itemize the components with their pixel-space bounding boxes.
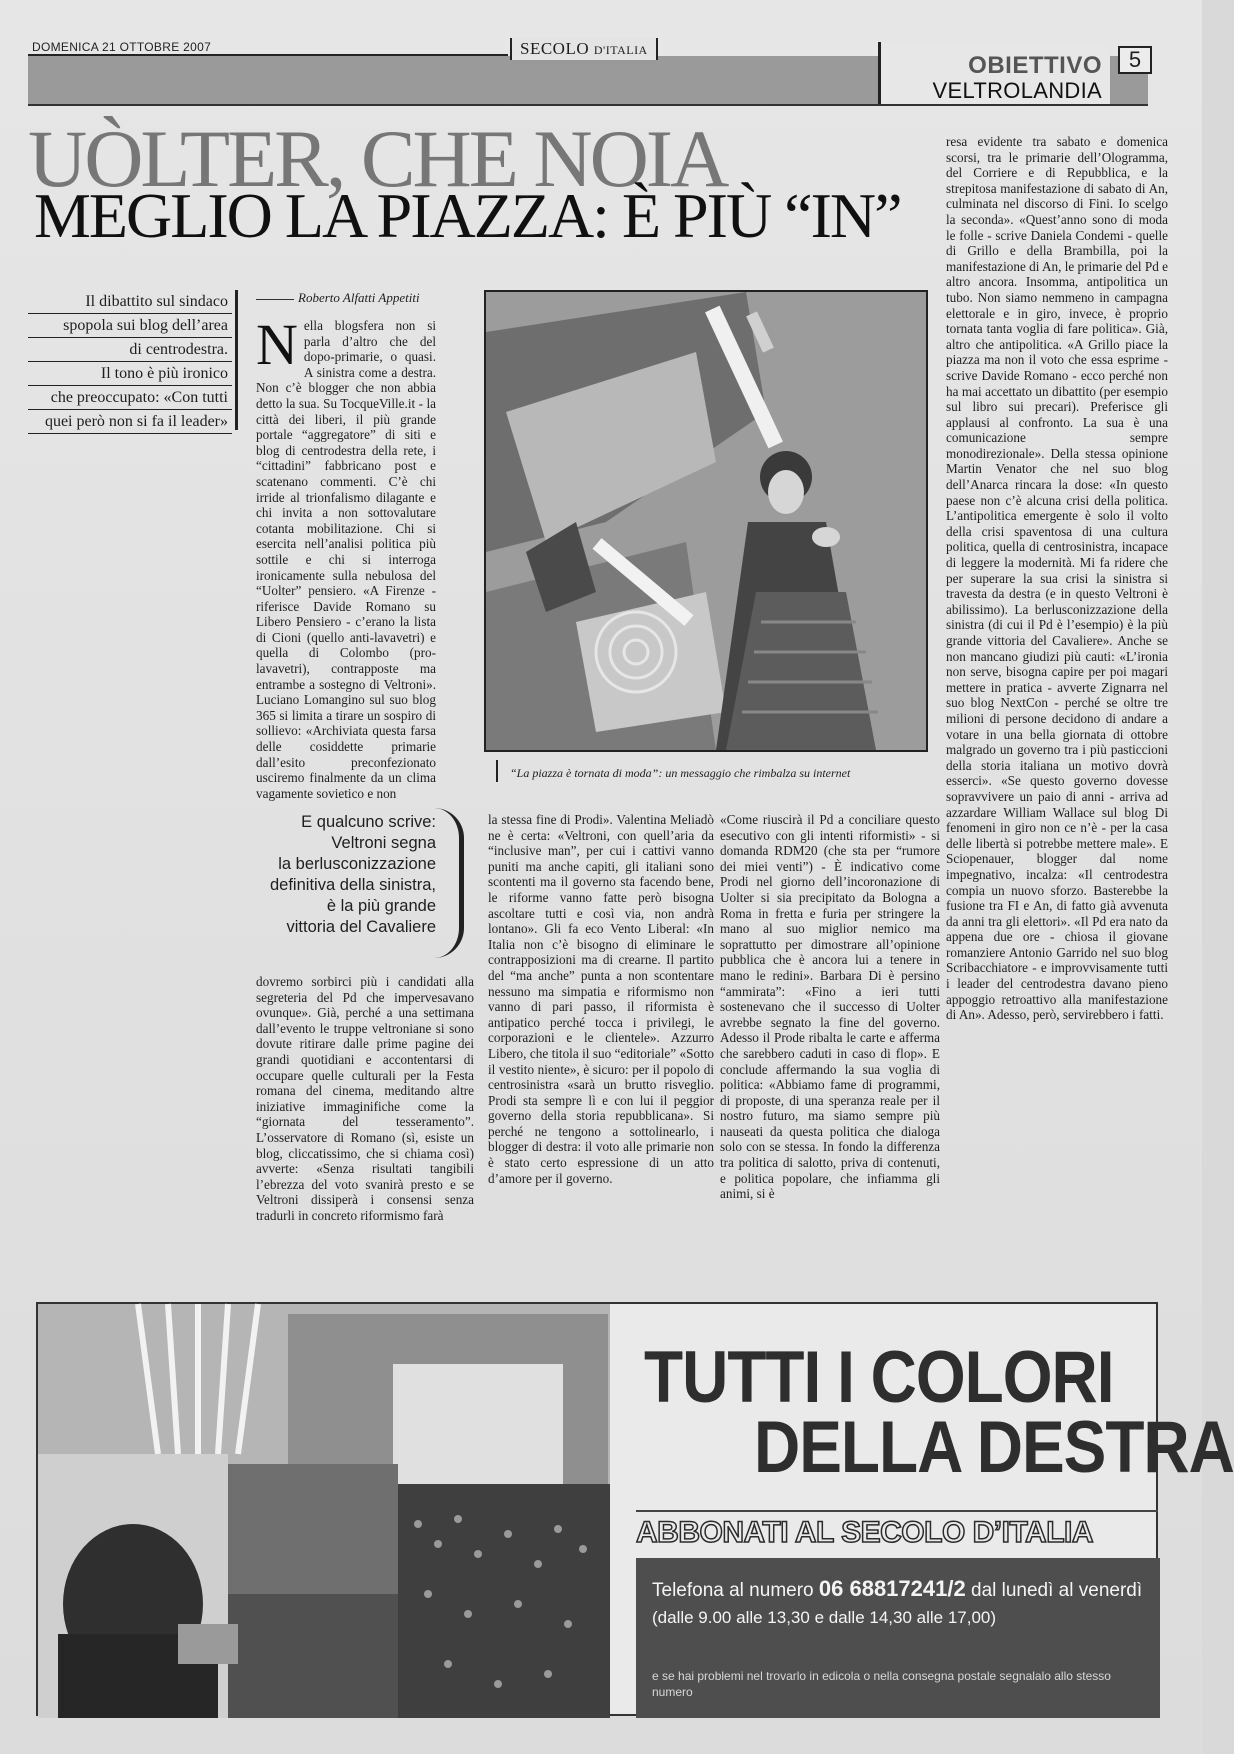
section-label	[878, 42, 1110, 104]
paper-name-main: SECOLO	[520, 39, 590, 58]
ad-phone-suffix: dal lunedì al venerdì	[971, 1580, 1143, 1601]
ad-title-line-2: DELLA DESTRA	[754, 1405, 1234, 1488]
section-bottom: VELTROLANDIA	[932, 78, 1102, 103]
masthead-rule	[28, 54, 508, 56]
subscription-advertisement	[36, 1302, 1234, 1716]
pull-quote-line: vittoria del Cavaliere	[286, 918, 436, 936]
column-text: la stessa fine di Prodi». Valentina Meliadò ne è certa: «Veltroni, con quell’aria da “inclusive man”, per cui i cattivi vanno puniti ma anche capiti, gli italiani sono scontenti ma il governo sta facendo bene, le riforme vanno fatte però bisogna ascoltare tutti e così via, non andrà lontano». Gli fa eco Vento Liberal: «In Italia non c’è bisogno di eliminare le contrapposizioni ma di crearne. Il partito del “ma anche” punta a non scontentare nessuno ma simpatia e riformismo non vanno di pari passo, il riformista è antipatico perché tocca i privilegi, le corporazioni e le clientele». Azzurro Libero, che titola il suo “editoriale” «Sotto il vestito niente», è sicuro: per il popolo di centrosinistra «sarà un brutto risveglio. Prodi sta sempre lì e con lui il peggior governo della storia repubblicana». Si perché ne tengono a sottolinearlo, i blogger di destra: il voto alle primarie non è stato certo espressione di un atto d’amore per il governo.	[488, 812, 714, 1186]
pull-quote-line: Veltroni segna	[331, 834, 436, 852]
ad-note: e se hai problemi nel trovarlo in edicola o nella consegna postale segnalalo allo stesso numero	[652, 1669, 1111, 1699]
pull-quote	[246, 812, 436, 938]
column-text: «Come riuscirà il Pd a conciliare questo esecutivo con gli intenti riformisti» - si domanda RDM20 (che sta per “rumore dei miei venti”) - È indicativo come Prodi nel giorno dell’incoronazione di Uolter si sia precipitato da Bologna a Roma in fretta e furia per stringere la mano al suo miglior nemico ma soprattutto per dimostrare all’opinione pubblica che è ancora lui a tenere in mano le redini». Barbara Di è persino “ammirata”: «Fino a ieri tutti sostenevano che il successo di Uolter avrebbe segnato la fine del governo. Adesso il Prode ribalta le carte e afferma che sarebbero caduti in caso di flop». E conclude affermando la sua voglia di politica: «Abbiamo fame di programmi, di proposte, di una speranza reale per il nostro futuro, ma siamo sempre più nauseati da questa politica che dialoga solo con se stessa. In fondo la differenza tra politica di salotto, priva di contenuti, e politica popolare, che infiamma gli animi, si è	[720, 812, 940, 1202]
article-column-1-bottom	[256, 974, 474, 1274]
byline: Roberto Alfatti Appetiti	[256, 290, 420, 306]
article-photo	[484, 290, 928, 752]
drop-cap: N	[256, 312, 298, 377]
ad-photo-collage	[38, 1304, 610, 1718]
column-text: ella blogsfera non si parla d’altro che del dopo-primarie, o quasi. A sinistra come a destra. Non c’è blogger che non abbia detto la sua. Su TocqueVille.it - la città dei liberi, il più grande portale “aggregatore” di siti e blog di centrodestra della rete, i “cittadini” fabbricano post e scatenano commenti. C’è chi irride al trionfalismo dilagante e chi invita a non sottovalutare cotanta mobilitazione. Chi si esercita nell’analisi politica più sottile e chi si interroga ironicamente sulla nebulosa del “Uolter” pensiero. «A Firenze - riferisce Davide Romano su Libero Pensiero - c’erano la lista di Cioni (quello anti-lavavetri) e quella di Colombo (pro-lavavetri), contrapposte ma entrambe a sostegno di Veltroni». Luciano Lomangino sul suo blog 365 si limita a tirare un sospiro di sollievo: «Archiviata questa farsa delle cosiddette primarie dall’esito preconfezionato usciremo finalmente da un clima vagamente sovietico e non	[256, 318, 436, 801]
summary-bar	[235, 290, 238, 430]
paper-name	[510, 38, 658, 60]
masthead	[28, 38, 1148, 106]
ad-contact-panel	[636, 1558, 1160, 1718]
summary-line: di centrodestra.	[28, 338, 232, 362]
ad-phone-number: 06 68817241/2	[818, 1576, 966, 1601]
pull-quote-line: E qualcuno scrive:	[301, 813, 436, 831]
ad-subscribe-line: ABBONATI AL SECOLO D’ITALIA	[636, 1510, 1158, 1550]
ad-hours: (dalle 9.00 alle 13,30 e dalle 14,30 alle 17,00)	[652, 1608, 997, 1627]
article-column-2	[488, 812, 714, 1274]
summary-line: Il dibattito sul sindaco	[28, 290, 232, 314]
page-number: 5	[1118, 46, 1152, 74]
ad-title-line-1: TUTTI I COLORI	[644, 1335, 1114, 1418]
headline-line-1: UÒLTER, CHE NOIA	[28, 113, 727, 204]
summary-line: che preoccupato: «Con tutti	[28, 386, 232, 410]
ad-phone-prefix: Telefona al numero	[652, 1580, 814, 1601]
ad-phone-line	[652, 1576, 1142, 1602]
summary-line: spopola sui blog dell’area	[28, 314, 232, 338]
pull-quote-line: la berlusconizzazione	[278, 855, 436, 873]
column-text: resa evidente tra sabato e domenica scorsi, tra le primarie dell’Ologramma, del Corriere e di Repubblica, e la strepitosa manifestazione di sabato di An, culminata nel discorso di Fini. Io scelgo la seconda». «Quest’anno sono di moda le folle - scrive Daniela Condemi - quelle di Grillo e della Brambilla, poi la manifestazione di An, le primarie del Pd e altro ancora. Insomma, antipolitica un tubo. Non siamo nemmeno in campagna elettorale e in giro, invece, è proprio tornata tanta voglia di fare politica». Già, altro che antipolitica. «A Grillo piace la piazza ma non il voto che essa esprime - scrive Davide Romano - ecco perché non ha mai accettato un dibattito (per esempio sul libro sui precari). Preferisce gli applausi al confronto. La sua è una comunicazione sempre monodirezionale». Della stessa opinione Martin Venator che nel suo blog dell’Anarca rincara la dose: «In questo paese non c’è alcuna crisi della politica. L’antipolitica emergente è solo il volto della crisi spaventosa di una cultura politica, quella di centrosinistra, incapace di leggere la modernità. Mi fa ridere che per superare la sua crisi la sinistra si travesta da destra (e in questo Veltroni è abilissimo). La berlusconizzazione della sinistra (di cui il Pd è l’esempio) è la più grande vittoria del Cavaliere». Anche se non mancano giudizi più cauti: «L’ironia non serve, bisogna capire per poi magari mettere in pratica - avverte Zignarra nel suo blog NextCon - perché se oltre tre milioni di persone decidono di andare a votare in una bella giornata di ottobre malgrado un governo tra i più pasticcioni della storia italiana un motivo dovrà esserci». «Se questo governo dovesse sopravvivere un paio di anni - arriva ad azzardare William Wallace sul blog Di fenomeni in giro non ce n’è - per la casa delle libertà si potrebbe mettere male». E Sciopenauer, blogger dal nome impegnativo, incalza: «Il centrodestra compia un nuovo sforzo. Basterebbe la fusione tra FI e An, di fatto già avvenuta da anni tra gli elettori». «Il Pd era nato da appena due ore - chiosa il giovane romanziere Antonio Garrido nel suo blog Scribacchiatore - e improvvisamente tutti i leader del centrodestra davano pieno appoggio retroattivo alla manifestazione di An». Adesso, però, servirebbero i fatti.	[946, 134, 1168, 1023]
article-column-3	[720, 812, 940, 1274]
column-text: dovremo sorbirci più i candidati alla segreteria del Pd che impervesavano ovunque». Già, perché a una settimana dall’evento le truppe veltroniane si sono dovute ritirare dalle prime pagine dei grandi quotidiani e accontentarsi di occupare quelle culturali per la Festa romana del cinema, meditando altre iniziative immaginifiche come la “giornata del tesseramento”. L’osservatore di Romano (sì, esiste un blog, cliccatissimo, che si chiama così) avverte: «Senza risultati tangibili l’ebrezza del voto svanirà presto e se Veltroni dissiperà i consensi senza tradurli in concreto riformismo farà	[256, 974, 474, 1223]
issue-date: DOMENICA 21 OTTOBRE 2007	[32, 40, 212, 54]
summary-line: Il tono è più ironico	[28, 362, 232, 386]
section-top: OBIETTIVO	[968, 52, 1102, 79]
paper-name-suffix: D'ITALIA	[593, 43, 648, 57]
juggler-photo-illustration	[486, 292, 926, 750]
pull-quote-line: definitiva della sinistra,	[270, 876, 436, 894]
article-column-1-top	[256, 312, 436, 801]
summary-box	[28, 290, 232, 434]
photo-caption: “La piazza è tornata di moda”: un messaggio che rimbalza su internet	[510, 766, 851, 780]
summary-line: quei però non si fa il leader»	[28, 410, 232, 434]
pull-quote-line: è la più grande	[326, 897, 436, 915]
pull-quote-bracket	[434, 808, 464, 958]
article-column-4	[946, 134, 1168, 1276]
headline-line-2: MEGLIO LA PIAZZA: È PIÙ “IN”	[34, 180, 901, 251]
rally-collage-illustration	[38, 1304, 610, 1718]
